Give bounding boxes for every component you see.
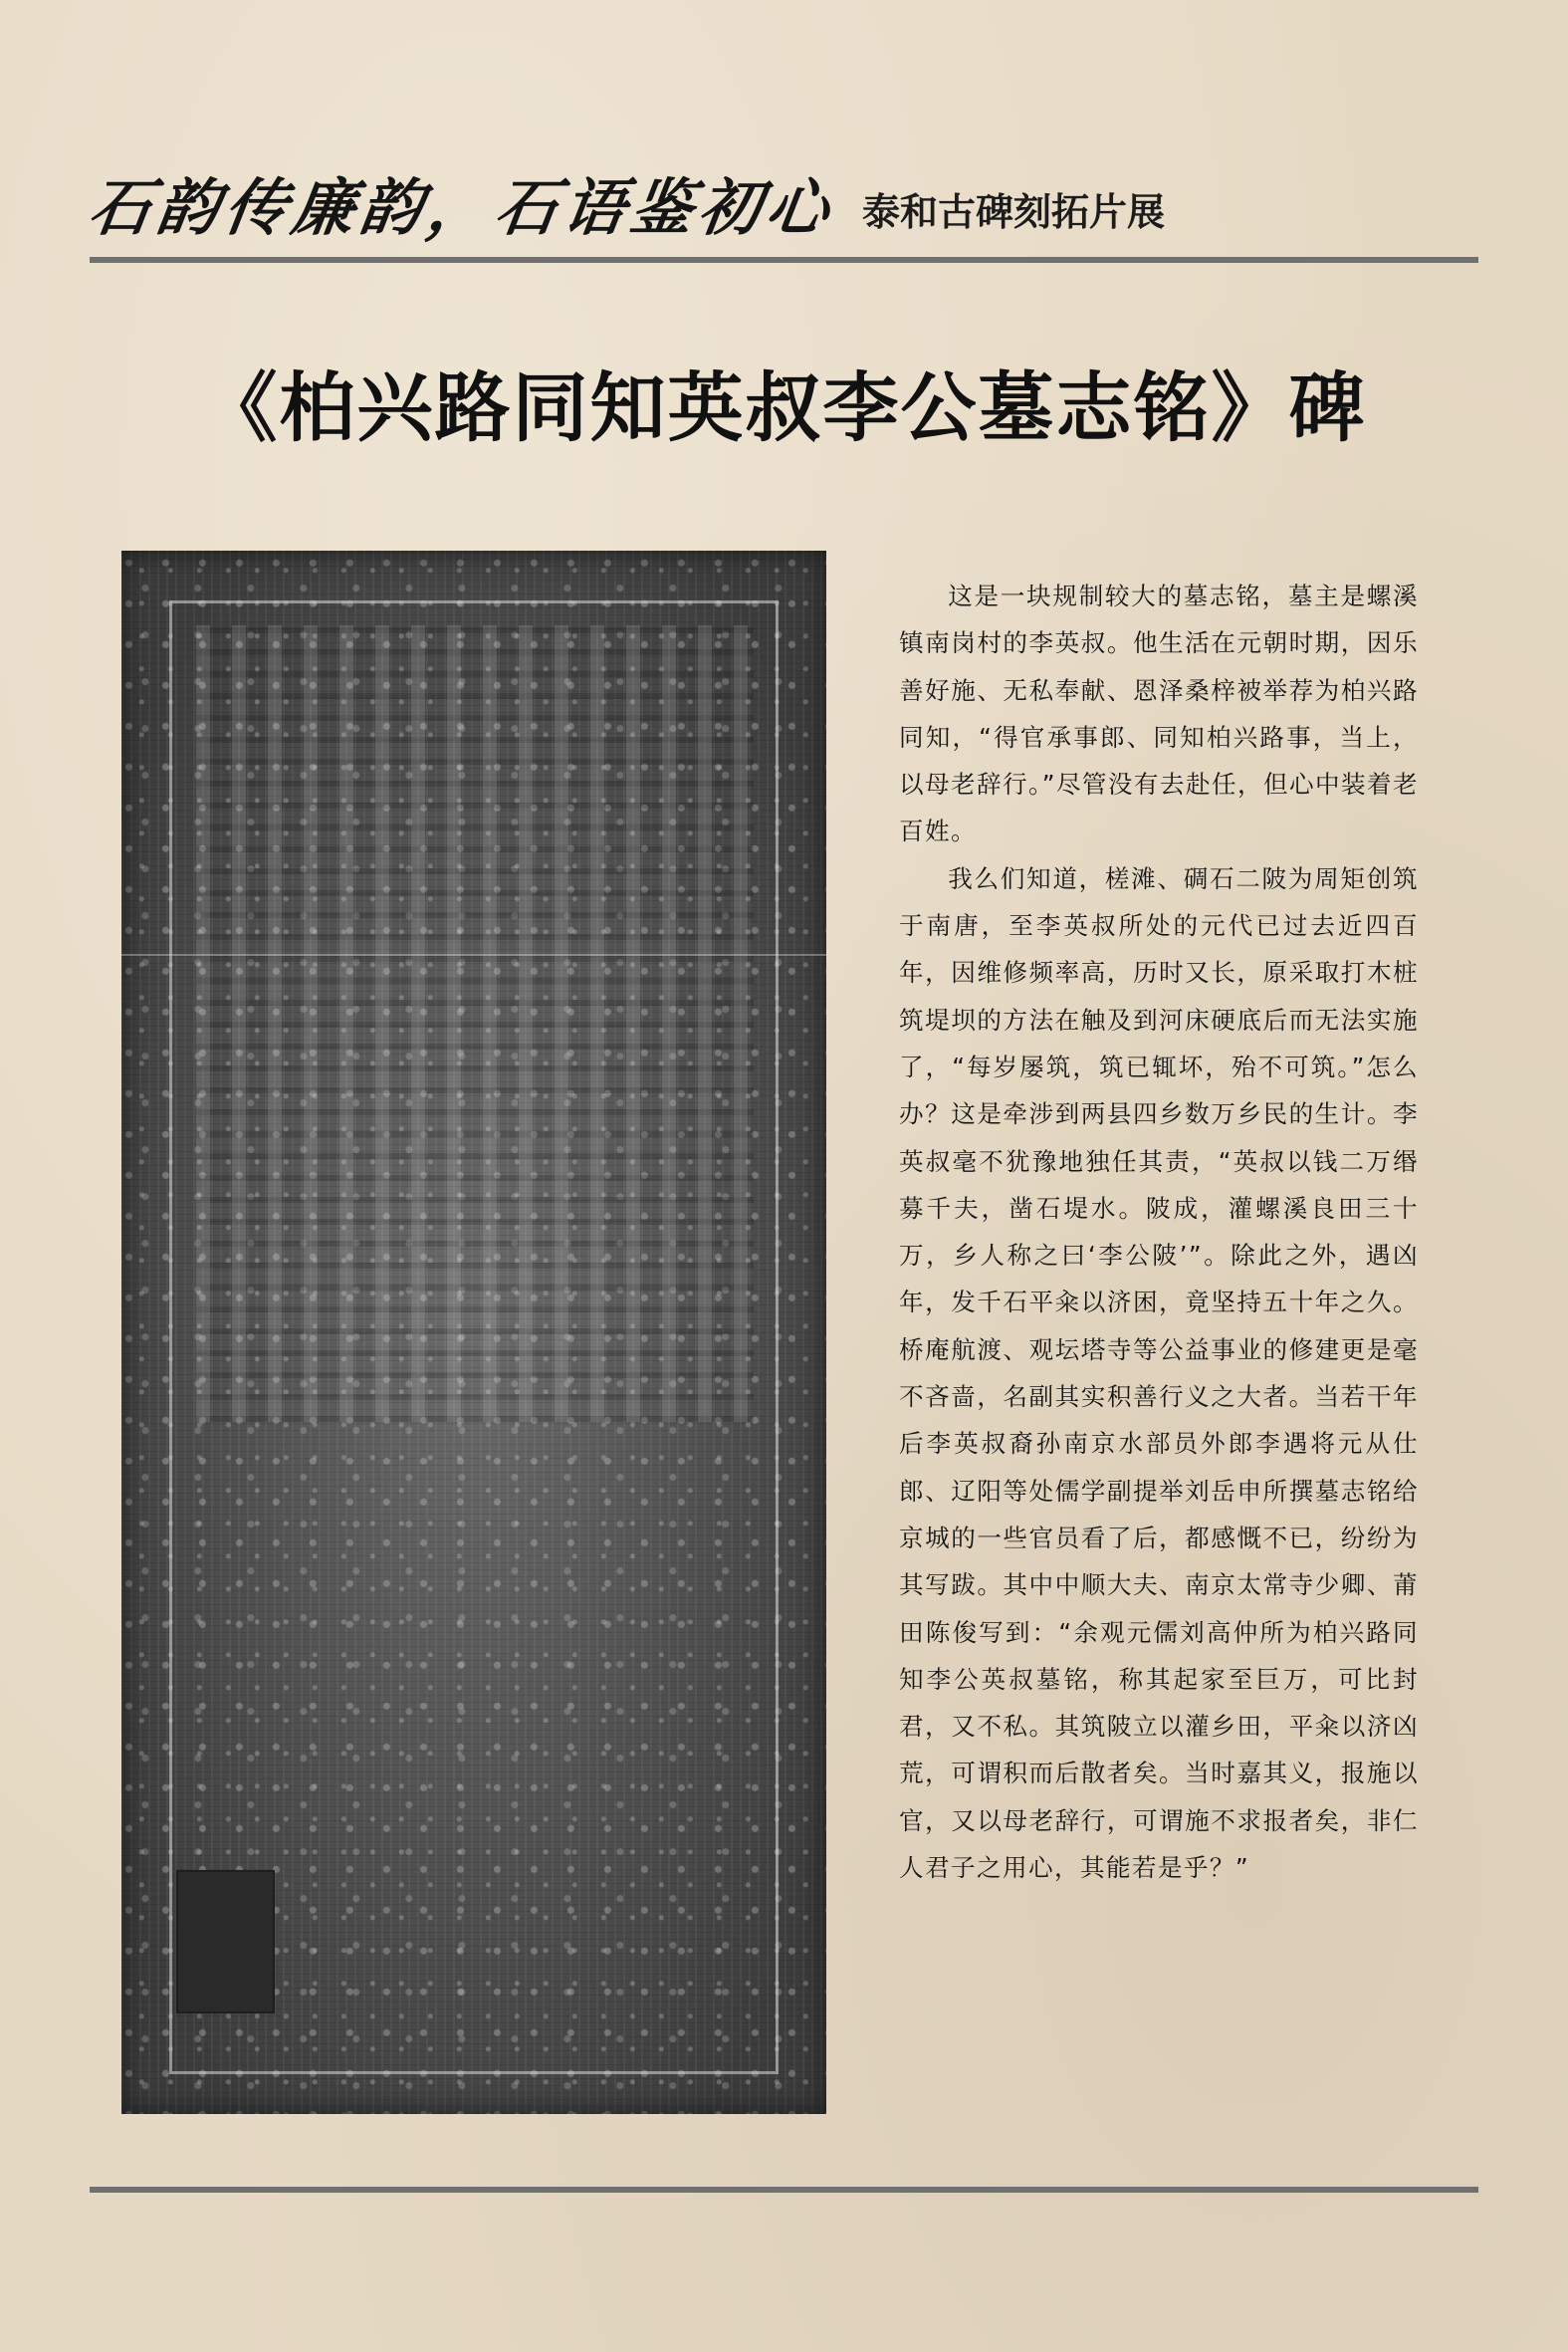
rubbing-fold-line <box>121 954 826 956</box>
exhibition-name: 泰和古碑刻拓片展 <box>862 190 1166 234</box>
article-body <box>899 573 1419 1891</box>
stele-rubbing-image <box>121 551 826 2114</box>
footer-divider <box>90 2187 1478 2193</box>
article-paragraph: 这是一块规制较大的墓志铭，墓主是螺溪镇南岗村的李英叔。他生活在元朝时期，因乐善好施、无私奉献、恩泽桑梓被举荐为柏兴路同知，“得官承事郎、同知柏兴路事，当上，以母老辞行。”尽管没有去赴任，但心中装着老百姓。 <box>899 582 1419 846</box>
rubbing-inscription-texture <box>196 625 754 1422</box>
exhibition-header <box>84 149 1473 244</box>
article-paragraph: 我么们知道，槎滩、碉石二陂为周矩创筑于南唐，至李英叔所处的元代已过去近四百年，因维修频率高，历时又长，原采取打木桩筑堤坝的方法在触及到河床硬底后而无法实施了，“每岁屡筑，筑已辄坏，殆不可筑。”怎么办？这是牵涉到两县四乡数万乡民的生计。李英叔毫不犹豫地独任其责，“英叔以钱二万缗募千夫，凿石堤水。陂成，灌螺溪良田三十万，乡人称之曰‘李公陂’”。除此之外，遇凶年，发千石平籴以济困，竟坚持五十年之久。桥庵航渡、观坛塔寺等公益事业的修建更是毫不吝啬，名副其实积善行义之大者。当若干年后李英叔裔孙南京水部员外郎李遇将元从仕郎、辽阳等处儒学副提举刘岳申所撰墓志铭给京城的一些官员看了后，都感慨不已，纷纷为其写跋。其中中顺大夫、南京太常寺少卿、莆田陈俊写到：“余观元儒刘高仲所为柏兴路同知李公英叔墓铭，称其起家至巨万，可比封君，又不私。其筑陂立以灌乡田，平籴以济凶荒，可谓积而后散者矣。当时嘉其义，报施以官，又以母老辞行，可谓施不求报者矣，非仁人君子之用心，其能若是乎？” <box>899 863 1419 1883</box>
rubbing-seal-mark <box>176 1870 275 2013</box>
header-divider <box>90 257 1478 263</box>
exhibition-slogan: 石韵传廉韵，石语鉴初心 <box>84 171 840 244</box>
page-title: 《柏兴路同知英叔李公墓志铭》碑 <box>201 363 1367 452</box>
